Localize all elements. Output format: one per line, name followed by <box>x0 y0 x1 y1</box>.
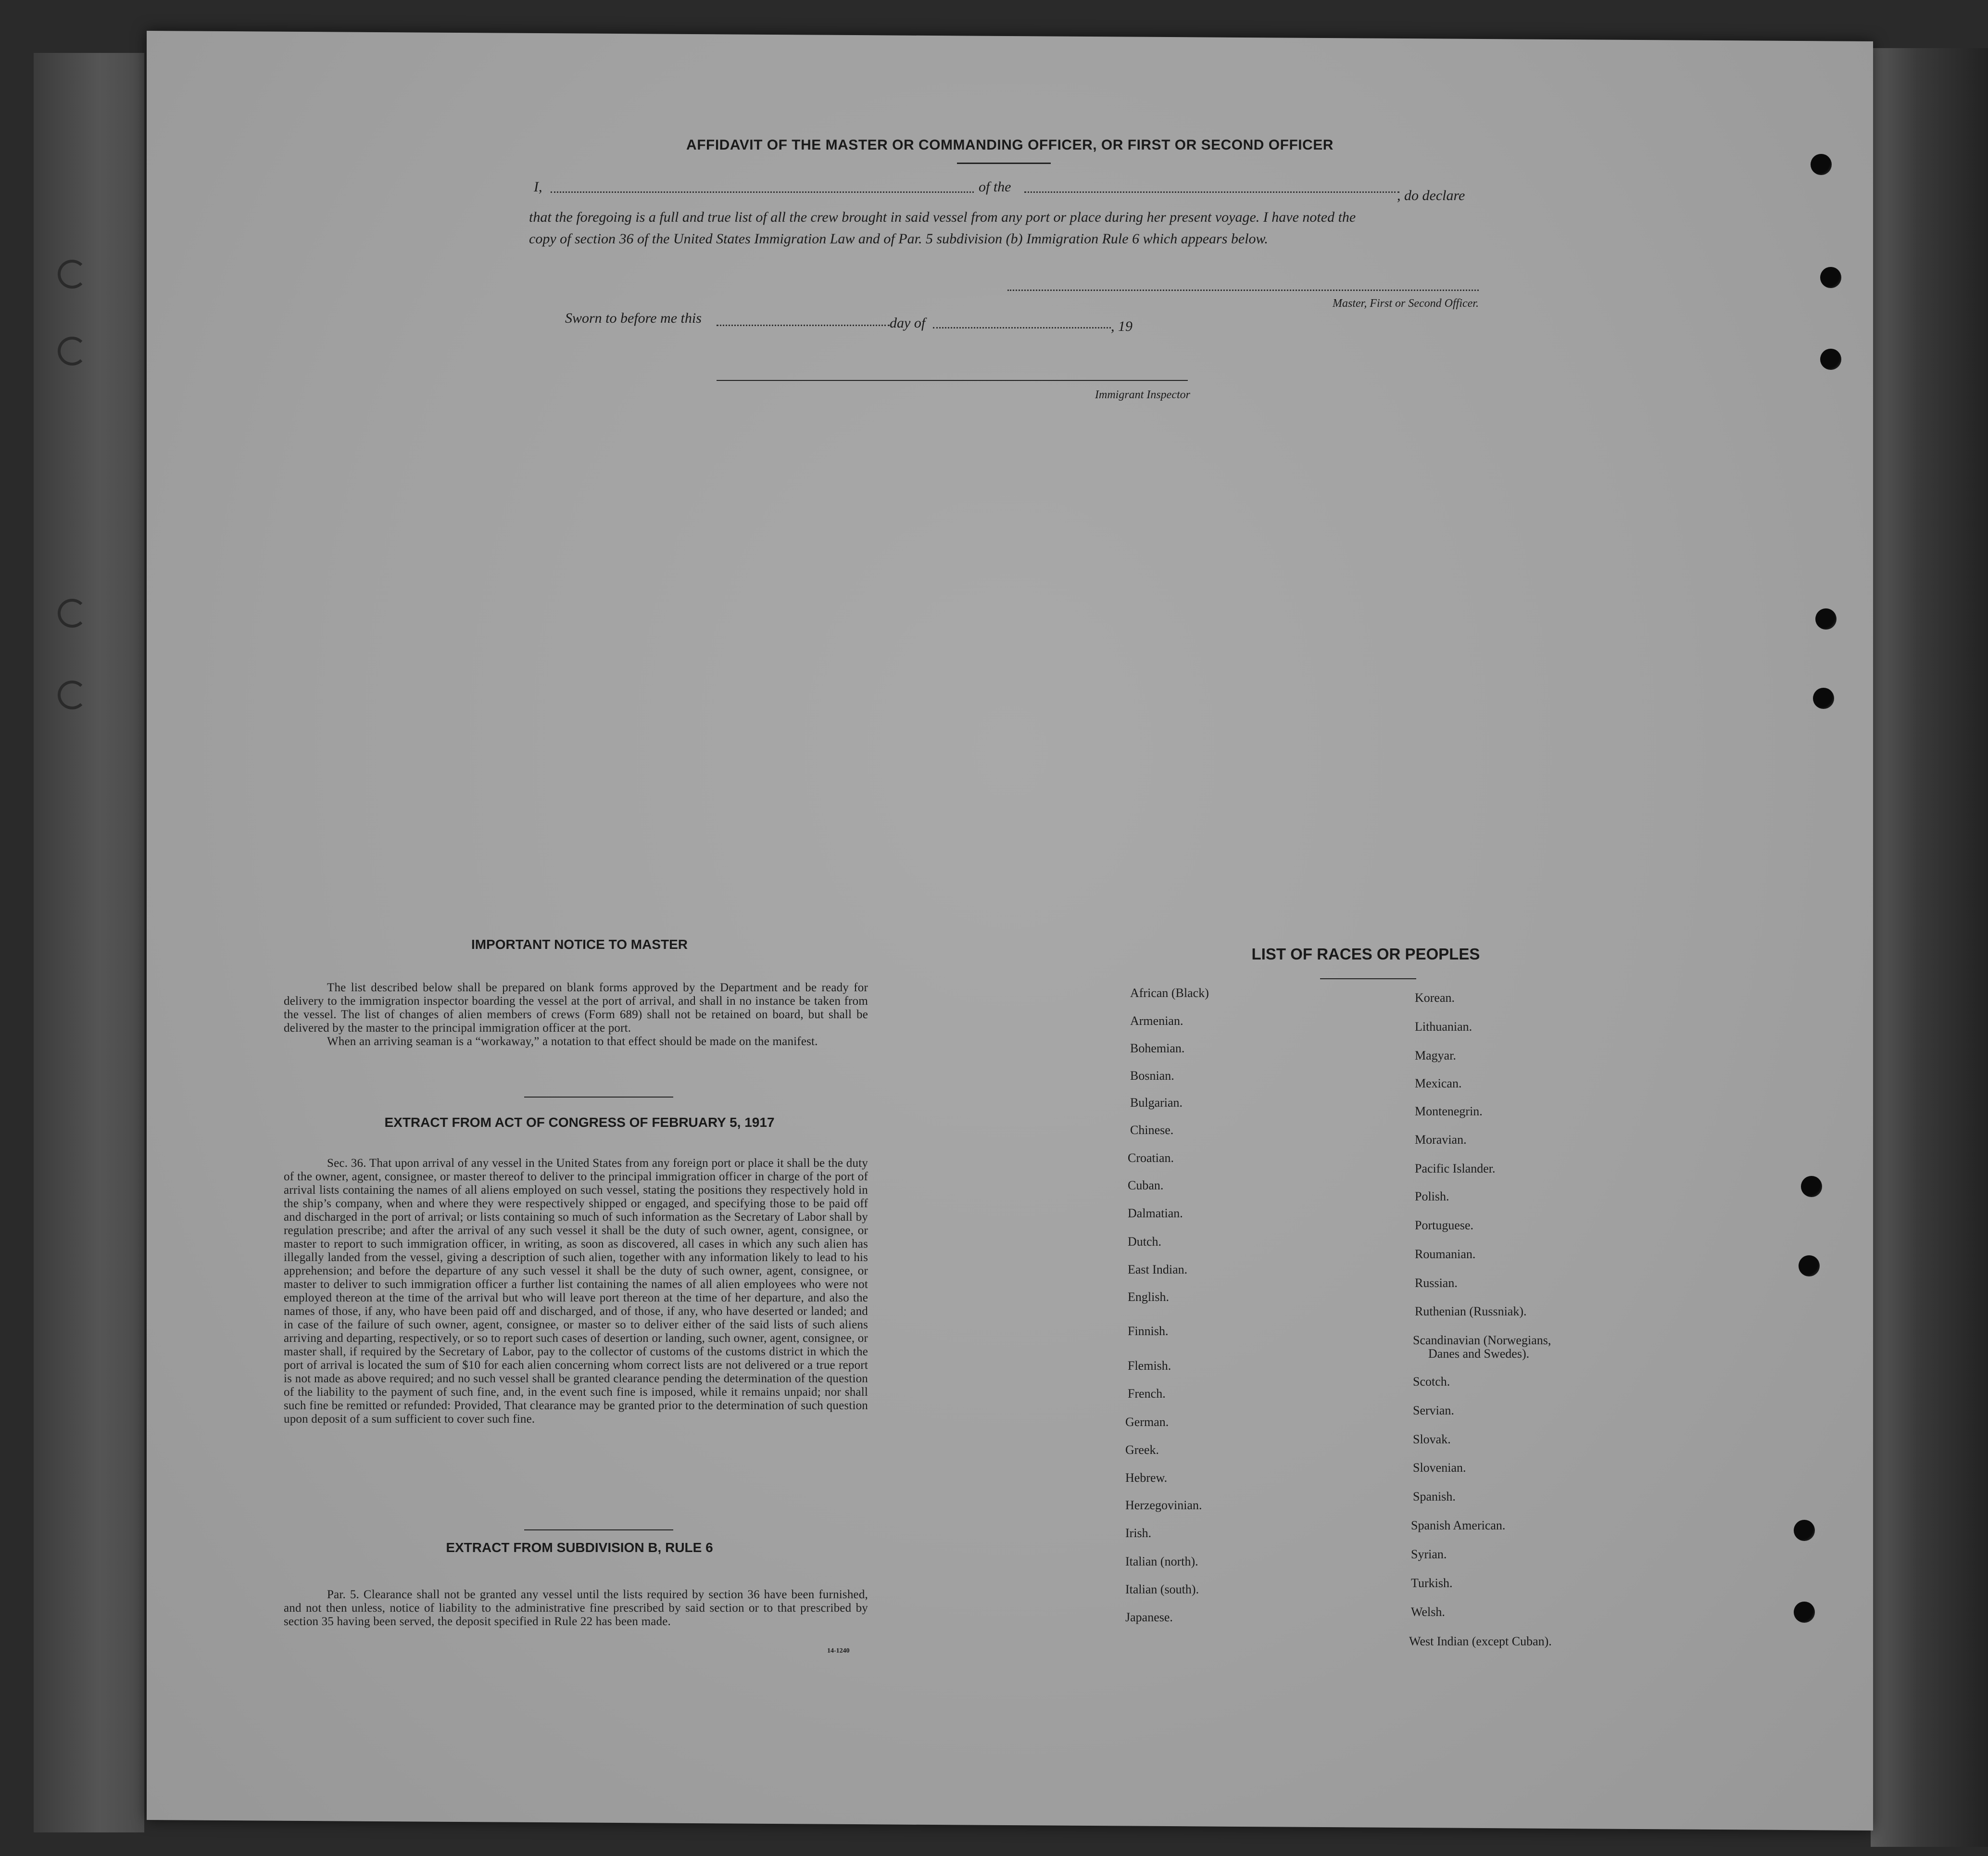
race-item: Polish. <box>1415 1189 1449 1203</box>
race-item: Italian (north). <box>1125 1554 1198 1568</box>
rule-extract-title: EXTRACT FROM SUBDIVISION B, RULE 6 <box>446 1540 713 1555</box>
race-item: Ruthenian (Russniak). <box>1415 1304 1527 1318</box>
race-item: Croatian. <box>1128 1151 1174 1165</box>
rule-extract-text: Par. 5. Clearance shall not be granted any vessel until the lists required by section 36 have been furnished, and not then unless, notice of liability to the administrative fine prescribed by said section or to that prescribed by section 35 having been served, the deposit specified in Rule 22 has been made. <box>284 1588 868 1628</box>
race-item: Bosnian. <box>1130 1069 1174 1083</box>
affidavit-declare: , do declare <box>1397 188 1465 203</box>
sworn-day-of: day of <box>890 315 926 331</box>
affidavit-of-the: of the <box>979 179 1011 195</box>
notice-paragraph-1: The list described below shall be prepared on blank forms approved by the Department and be ready for delivery to the immigration inspector boarding the vessel at the port of arrival, and shall in no instance be taken from the vessel. The list of changes of alien members of crews (Form 689) shall not be retained on board, but shall be delivered by the master to the principal immigration officer at the port. <box>284 981 868 1035</box>
title-underline <box>957 163 1051 164</box>
master-signature-line <box>1007 290 1479 291</box>
vessel-blank <box>1024 191 1399 193</box>
race-item: Hebrew. <box>1125 1471 1168 1485</box>
race-item: Finnish. <box>1128 1324 1169 1338</box>
race-item: Bohemian. <box>1130 1041 1185 1055</box>
race-item: Roumanian. <box>1415 1247 1476 1261</box>
race-item: West Indian (except Cuban). <box>1409 1634 1552 1648</box>
affidavit-line2: that the foregoing is a full and true list of all the crew brought in said vessel from any port or place during her present voyage. I have noted the <box>529 209 1356 225</box>
race-item: Slovenian. <box>1413 1461 1466 1475</box>
notice-body <box>284 981 868 1048</box>
affidavit-title: AFFIDAVIT OF THE MASTER OR COMMANDING OFFICER, OR FIRST OR SECOND OFFICER <box>686 137 1334 153</box>
race-item: Herzegovinian. <box>1125 1498 1202 1512</box>
section-divider <box>524 1529 673 1530</box>
race-item: Pacific Islander. <box>1415 1162 1496 1175</box>
race-item: Turkish. <box>1411 1576 1453 1590</box>
race-item-continued: Danes and Swedes). <box>1428 1347 1530 1361</box>
race-item: Flemish. <box>1128 1359 1171 1373</box>
affidavit-line3: copy of section 36 of the United States Immigration Law and of Par. 5 subdivision (b) Immigration Rule 6 which appears below. <box>529 231 1268 247</box>
race-item: Welsh. <box>1411 1605 1445 1619</box>
affidavit-i: I, <box>534 179 542 195</box>
rule-extract-body <box>284 1588 868 1629</box>
race-item: Russian. <box>1415 1276 1458 1290</box>
binder-clip-icon <box>58 260 87 289</box>
race-item: Irish. <box>1125 1526 1152 1540</box>
binder-hole-icon <box>1811 154 1832 175</box>
sworn-day-blank <box>717 325 890 326</box>
race-item: French. <box>1128 1387 1166 1401</box>
race-item: Scotch. <box>1413 1375 1450 1389</box>
race-item: Dutch. <box>1128 1235 1162 1249</box>
race-item: Japanese. <box>1125 1610 1173 1624</box>
race-item: German. <box>1125 1415 1169 1429</box>
notice-title: IMPORTANT NOTICE TO MASTER <box>471 937 688 952</box>
race-item: Italian (south). <box>1125 1582 1199 1596</box>
race-item: Moravian. <box>1415 1133 1467 1147</box>
act-extract-text: Sec. 36. That upon arrival of any vessel in the United States from any foreign port or place it shall be the duty of the owner, agent, consignee, or master thereof to deliver to the principal immigration officer in charge of the port of arrival lists containing the names of all aliens employed on such vessel, stating the positions they respectively hold in the ship’s company, when and where they were respectively shipped or engaged, and specifying those to be paid off and discharged in the port of arrival; or lists containing so much of such information as the Secretary of Labor shall by regulation prescribe; and after the arrival of any such vessel it shall be the duty of such owner, agent, consignee, or master to report to such immigration officer, in writing, as soon as discovered, all cases in which any such alien has illegally landed from the vessel, giving a description of such alien, together with any information likely to lead to his apprehension; and before the departure of any such vessel it shall be the duty of such owner, agent, consignee, or master to deliver to such immigration officer a further list containing the names of all alien employees who were not employed thereon at the time of the arrival but who will leave port thereon at the time of her departure, and also the names of those, if any, who have been paid off and discharged, and of those, if any, who have deserted or landed; and in case of the failure of such owner, agent, consignee, or master so to deliver either of the said lists of such aliens arriving and departing, respectively, or so to report such cases of desertion or landing, such owner, agent, consignee, or master shall, if required by the Secretary of Labor, pay to the collector of customs of the customs district in which the port of arrival is located the sum of $10 for each alien concerning whom correct lists are not delivered or a true report is not made as above required; and no such vessel shall be granted clearance pending the determination of the question of the liability to the payment of such fine, and, in the event such fine is imposed, while it remains unpaid; nor shall such fine be remitted or refunded: Provided, That clearance may be granted prior to the determination of such question upon deposit of a sum sufficient to cover such fine. <box>284 1157 868 1426</box>
binder-hole-icon <box>1799 1255 1820 1276</box>
race-item: Greek. <box>1125 1443 1159 1457</box>
binder-clip-icon <box>58 681 87 709</box>
binder-hole-icon <box>1820 349 1841 370</box>
inspector-label: Immigrant Inspector <box>1095 389 1190 401</box>
form-number: 14-1240 <box>827 1647 850 1654</box>
binder-clip-icon <box>58 599 87 628</box>
race-item: Armenian. <box>1130 1014 1183 1028</box>
binder-hole-icon <box>1794 1602 1815 1623</box>
binder-hole-icon <box>1813 688 1834 709</box>
race-item: Servian. <box>1413 1403 1454 1417</box>
race-item: Dalmatian. <box>1128 1206 1183 1220</box>
race-item: Korean. <box>1415 991 1455 1005</box>
race-item: Slovak. <box>1413 1432 1451 1446</box>
races-title: LIST OF RACES OR PEOPLES <box>1251 945 1480 963</box>
race-item: Spanish. <box>1413 1490 1456 1503</box>
race-item: Lithuanian. <box>1415 1020 1472 1034</box>
race-item: Syrian. <box>1411 1547 1447 1561</box>
race-item: Montenegrin. <box>1415 1104 1483 1118</box>
name-blank <box>551 191 974 193</box>
race-item: Bulgarian. <box>1130 1096 1183 1110</box>
race-item: East Indian. <box>1128 1263 1188 1276</box>
sworn-prefix: Sworn to before me this <box>565 310 702 326</box>
act-extract-title: EXTRACT FROM ACT OF CONGRESS OF FEBRUARY 5, 1917 <box>384 1115 775 1130</box>
binder-hole-icon <box>1820 267 1841 288</box>
inspector-signature-line <box>717 380 1188 381</box>
binder-clip-icon <box>58 337 87 366</box>
races-title-underline <box>1320 978 1416 979</box>
section-divider <box>524 1097 673 1098</box>
binder-hole-icon <box>1815 608 1837 630</box>
race-item: Mexican. <box>1415 1076 1462 1090</box>
sworn-year: , 19 <box>1111 318 1132 334</box>
sworn-month-blank <box>933 327 1111 328</box>
race-item: English. <box>1128 1290 1169 1304</box>
race-item: African (Black) <box>1130 986 1209 1000</box>
act-extract-body <box>284 1157 868 1426</box>
race-item: Spanish American. <box>1411 1518 1506 1532</box>
notice-paragraph-2: When an arriving seaman is a “workaway,” a notation to that effect should be made on the manifest. <box>327 1035 818 1048</box>
race-item: Chinese. <box>1130 1123 1174 1137</box>
race-item: Scandinavian (Norwegians, <box>1413 1333 1551 1347</box>
binder-hole-icon <box>1801 1176 1822 1197</box>
master-signature-label: Master, First or Second Officer. <box>1333 297 1479 310</box>
race-item: Portuguese. <box>1415 1218 1474 1232</box>
race-item: Magyar. <box>1415 1048 1456 1062</box>
race-item: Cuban. <box>1128 1178 1164 1192</box>
binder-hole-icon <box>1794 1520 1815 1541</box>
